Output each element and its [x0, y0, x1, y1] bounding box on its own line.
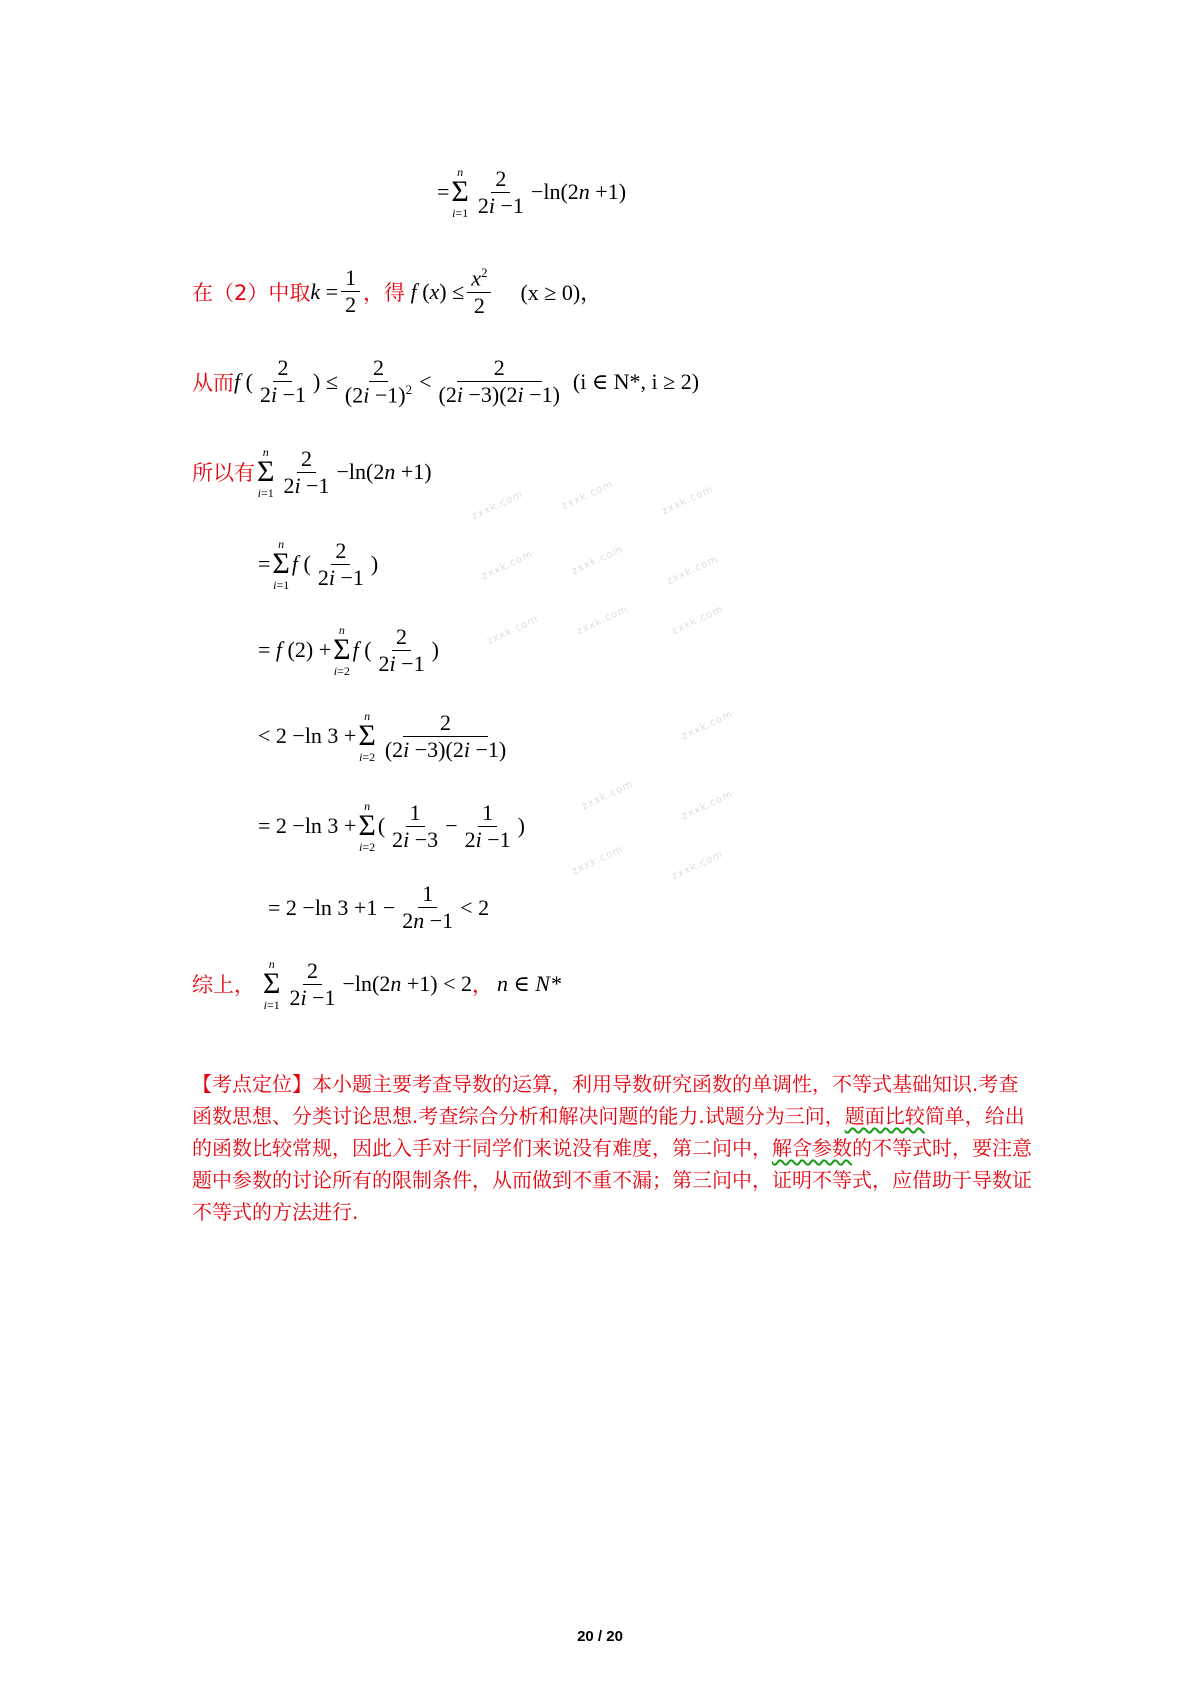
comment-tag: 【考点定位】 [192, 1072, 312, 1096]
formula-line-6: = f (2) + n Σ i=2 f ( $\frac{2}{2i -1}$ ) [258, 623, 439, 678]
formula-line-7: < 2 −ln 3 + n Σ i=2 $\frac{2}{(2i -3)(2i -1)}$ [258, 709, 507, 764]
sum-symbol: n Σ i=1 [451, 165, 469, 220]
formula-line-2: 在（2）中取 k = $\frac{1}{2}$ ，得 f (x) ≤ $\frac{x^2}{2}$ (x ≥ 0)， [192, 265, 603, 318]
formula-line-4: 所以有 n Σ i=1 $\frac{2}{2i -1}$ −ln(2n +1) [192, 445, 432, 500]
formula-line-3: 从而 f ( $\frac{2}{2i -1}$ ) ≤ $\frac{2}{(2i -1)^2}$ < $\frac{2}{(2i -3)(2i -1)}$ (i ∈ N*, i ≥ 2) [192, 355, 700, 408]
formula-line-8: = 2 −ln 3 + n Σ i=2 ( $\frac{1}{2i -3}$ − $\frac{1}{2i -1}$ ) [258, 799, 525, 854]
formula-line-10: 综上， n Σ i=1 $\frac{2}{2i -1}$ −ln(2n +1) < 2 ， n ∈ N* [192, 957, 561, 1012]
page-number: 20 / 20 [577, 1628, 623, 1645]
formula-line-1: = n Σ i=1 $\frac{2}{2i -1}$ −ln(2n +1) [437, 165, 627, 220]
formula-line-5: = n Σ i=1 f ( $\frac{2}{2i -1}$ ) [258, 537, 379, 592]
formula-line-9: = 2 −ln 3 +1 − $\frac{1}{2n -1}$ < 2 [268, 881, 490, 934]
exam-point-comment: 【考点定位】本小题主要考查导数的运算，利用导数研究函数的单调性，不等式基础知识.考查函数思想、分类讨论思想.考查综合分析和解决问题的能力.试题分为三问，题面比较简单，给出的函数比较常规，因此入手对于同学们来说没有难度，第二问中，解含参数的不等式时，要注意题中参数的讨论所有的限制条件，从而做到不重不漏；第三问中，证明不等式，应借助于导数证不等式的方法进行. [192, 1072, 1032, 1224]
